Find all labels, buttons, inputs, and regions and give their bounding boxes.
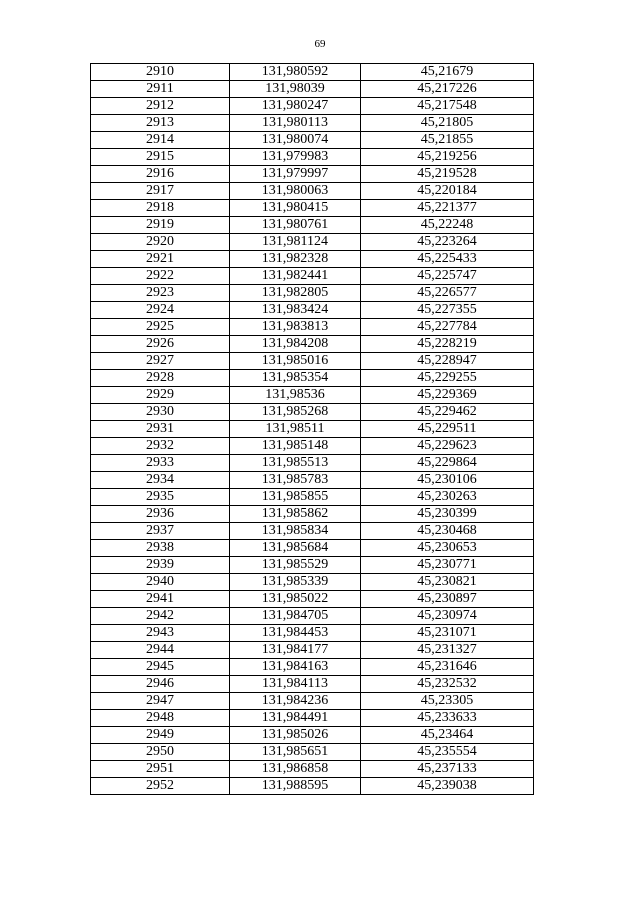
point-number-cell: 2945 [91, 659, 230, 676]
longitude-cell: 131,980415 [230, 200, 361, 217]
table-row [91, 489, 534, 506]
table-row [91, 149, 534, 166]
longitude-cell: 131,983813 [230, 319, 361, 336]
longitude-cell: 131,985148 [230, 438, 361, 455]
table-row [91, 64, 534, 81]
latitude-cell: 45,23305 [361, 693, 534, 710]
point-number-cell: 2914 [91, 132, 230, 149]
table-row [91, 557, 534, 574]
point-number-cell: 2950 [91, 744, 230, 761]
table-row [91, 778, 534, 795]
latitude-cell: 45,229511 [361, 421, 534, 438]
longitude-cell: 131,985529 [230, 557, 361, 574]
latitude-cell: 45,235554 [361, 744, 534, 761]
table-row [91, 693, 534, 710]
longitude-cell: 131,985513 [230, 455, 361, 472]
longitude-cell: 131,980592 [230, 64, 361, 81]
table-row [91, 387, 534, 404]
longitude-cell: 131,98039 [230, 81, 361, 98]
longitude-cell: 131,980113 [230, 115, 361, 132]
longitude-cell: 131,984491 [230, 710, 361, 727]
longitude-cell: 131,985268 [230, 404, 361, 421]
point-number-cell: 2951 [91, 761, 230, 778]
table-row [91, 642, 534, 659]
table-row [91, 574, 534, 591]
point-number-cell: 2944 [91, 642, 230, 659]
latitude-cell: 45,230821 [361, 574, 534, 591]
longitude-cell: 131,984177 [230, 642, 361, 659]
longitude-cell: 131,985855 [230, 489, 361, 506]
latitude-cell: 45,237133 [361, 761, 534, 778]
table-row [91, 421, 534, 438]
latitude-cell: 45,230263 [361, 489, 534, 506]
table-row [91, 132, 534, 149]
point-number-cell: 2929 [91, 387, 230, 404]
point-number-cell: 2928 [91, 370, 230, 387]
point-number-cell: 2952 [91, 778, 230, 795]
latitude-cell: 45,230106 [361, 472, 534, 489]
longitude-cell: 131,988595 [230, 778, 361, 795]
latitude-cell: 45,231327 [361, 642, 534, 659]
longitude-cell: 131,979983 [230, 149, 361, 166]
point-number-cell: 2947 [91, 693, 230, 710]
table-row [91, 710, 534, 727]
longitude-cell: 131,982805 [230, 285, 361, 302]
point-number-cell: 2925 [91, 319, 230, 336]
point-number-cell: 2927 [91, 353, 230, 370]
longitude-cell: 131,979997 [230, 166, 361, 183]
point-number-cell: 2936 [91, 506, 230, 523]
point-number-cell: 2917 [91, 183, 230, 200]
table-row [91, 472, 534, 489]
longitude-cell: 131,985862 [230, 506, 361, 523]
table-row [91, 523, 534, 540]
table-row [91, 336, 534, 353]
table-row [91, 625, 534, 642]
longitude-cell: 131,981124 [230, 234, 361, 251]
table-row [91, 166, 534, 183]
latitude-cell: 45,220184 [361, 183, 534, 200]
page-number: 69 [314, 38, 326, 50]
table-row [91, 370, 534, 387]
latitude-cell: 45,233633 [361, 710, 534, 727]
longitude-cell: 131,985783 [230, 472, 361, 489]
longitude-cell: 131,983424 [230, 302, 361, 319]
longitude-cell: 131,985354 [230, 370, 361, 387]
point-number-cell: 2935 [91, 489, 230, 506]
latitude-cell: 45,229623 [361, 438, 534, 455]
table-row [91, 608, 534, 625]
point-number-cell: 2932 [91, 438, 230, 455]
longitude-cell: 131,980761 [230, 217, 361, 234]
point-number-cell: 2943 [91, 625, 230, 642]
latitude-cell: 45,223264 [361, 234, 534, 251]
table-row [91, 744, 534, 761]
table-row [91, 319, 534, 336]
table-row [91, 251, 534, 268]
point-number-cell: 2920 [91, 234, 230, 251]
table-row [91, 404, 534, 421]
latitude-cell: 45,229864 [361, 455, 534, 472]
longitude-cell: 131,984453 [230, 625, 361, 642]
longitude-cell: 131,984236 [230, 693, 361, 710]
point-number-cell: 2949 [91, 727, 230, 744]
latitude-cell: 45,230974 [361, 608, 534, 625]
latitude-cell: 45,225433 [361, 251, 534, 268]
latitude-cell: 45,21679 [361, 64, 534, 81]
table-row [91, 455, 534, 472]
point-number-cell: 2934 [91, 472, 230, 489]
table-row [91, 676, 534, 693]
point-number-cell: 2915 [91, 149, 230, 166]
point-number-cell: 2933 [91, 455, 230, 472]
table-row [91, 285, 534, 302]
point-number-cell: 2938 [91, 540, 230, 557]
latitude-cell: 45,227784 [361, 319, 534, 336]
table-row [91, 727, 534, 744]
longitude-cell: 131,982328 [230, 251, 361, 268]
coordinates-table [90, 63, 534, 795]
coordinates-table-body [91, 64, 534, 795]
point-number-cell: 2913 [91, 115, 230, 132]
table-row [91, 268, 534, 285]
point-number-cell: 2940 [91, 574, 230, 591]
latitude-cell: 45,229462 [361, 404, 534, 421]
latitude-cell: 45,228219 [361, 336, 534, 353]
latitude-cell: 45,225747 [361, 268, 534, 285]
latitude-cell: 45,221377 [361, 200, 534, 217]
latitude-cell: 45,217226 [361, 81, 534, 98]
point-number-cell: 2921 [91, 251, 230, 268]
longitude-cell: 131,98511 [230, 421, 361, 438]
longitude-cell: 131,98536 [230, 387, 361, 404]
point-number-cell: 2939 [91, 557, 230, 574]
longitude-cell: 131,984163 [230, 659, 361, 676]
longitude-cell: 131,984113 [230, 676, 361, 693]
table-row [91, 81, 534, 98]
latitude-cell: 45,217548 [361, 98, 534, 115]
latitude-cell: 45,228947 [361, 353, 534, 370]
point-number-cell: 2946 [91, 676, 230, 693]
latitude-cell: 45,23464 [361, 727, 534, 744]
longitude-cell: 131,985022 [230, 591, 361, 608]
point-number-cell: 2910 [91, 64, 230, 81]
point-number-cell: 2916 [91, 166, 230, 183]
longitude-cell: 131,986858 [230, 761, 361, 778]
longitude-cell: 131,985651 [230, 744, 361, 761]
point-number-cell: 2918 [91, 200, 230, 217]
latitude-cell: 45,230897 [361, 591, 534, 608]
table-row [91, 302, 534, 319]
latitude-cell: 45,230653 [361, 540, 534, 557]
point-number-cell: 2923 [91, 285, 230, 302]
table-row [91, 659, 534, 676]
longitude-cell: 131,985834 [230, 523, 361, 540]
latitude-cell: 45,229369 [361, 387, 534, 404]
longitude-cell: 131,982441 [230, 268, 361, 285]
point-number-cell: 2942 [91, 608, 230, 625]
longitude-cell: 131,980074 [230, 132, 361, 149]
table-row [91, 200, 534, 217]
latitude-cell: 45,21805 [361, 115, 534, 132]
latitude-cell: 45,22248 [361, 217, 534, 234]
latitude-cell: 45,230399 [361, 506, 534, 523]
latitude-cell: 45,230468 [361, 523, 534, 540]
point-number-cell: 2912 [91, 98, 230, 115]
table-row [91, 353, 534, 370]
longitude-cell: 131,985016 [230, 353, 361, 370]
table-row [91, 540, 534, 557]
latitude-cell: 45,231071 [361, 625, 534, 642]
table-row [91, 217, 534, 234]
table-row [91, 591, 534, 608]
point-number-cell: 2941 [91, 591, 230, 608]
table-row [91, 234, 534, 251]
latitude-cell: 45,21855 [361, 132, 534, 149]
point-number-cell: 2919 [91, 217, 230, 234]
latitude-cell: 45,226577 [361, 285, 534, 302]
latitude-cell: 45,219528 [361, 166, 534, 183]
longitude-cell: 131,985339 [230, 574, 361, 591]
point-number-cell: 2922 [91, 268, 230, 285]
latitude-cell: 45,227355 [361, 302, 534, 319]
latitude-cell: 45,239038 [361, 778, 534, 795]
latitude-cell: 45,219256 [361, 149, 534, 166]
point-number-cell: 2948 [91, 710, 230, 727]
latitude-cell: 45,229255 [361, 370, 534, 387]
table-row [91, 438, 534, 455]
table-row [91, 183, 534, 200]
latitude-cell: 45,232532 [361, 676, 534, 693]
latitude-cell: 45,231646 [361, 659, 534, 676]
latitude-cell: 45,230771 [361, 557, 534, 574]
longitude-cell: 131,985684 [230, 540, 361, 557]
point-number-cell: 2931 [91, 421, 230, 438]
longitude-cell: 131,980063 [230, 183, 361, 200]
table-row [91, 506, 534, 523]
table-row [91, 98, 534, 115]
longitude-cell: 131,984705 [230, 608, 361, 625]
longitude-cell: 131,985026 [230, 727, 361, 744]
point-number-cell: 2924 [91, 302, 230, 319]
point-number-cell: 2911 [91, 81, 230, 98]
longitude-cell: 131,984208 [230, 336, 361, 353]
table-row [91, 115, 534, 132]
point-number-cell: 2930 [91, 404, 230, 421]
point-number-cell: 2926 [91, 336, 230, 353]
point-number-cell: 2937 [91, 523, 230, 540]
longitude-cell: 131,980247 [230, 98, 361, 115]
table-row [91, 761, 534, 778]
